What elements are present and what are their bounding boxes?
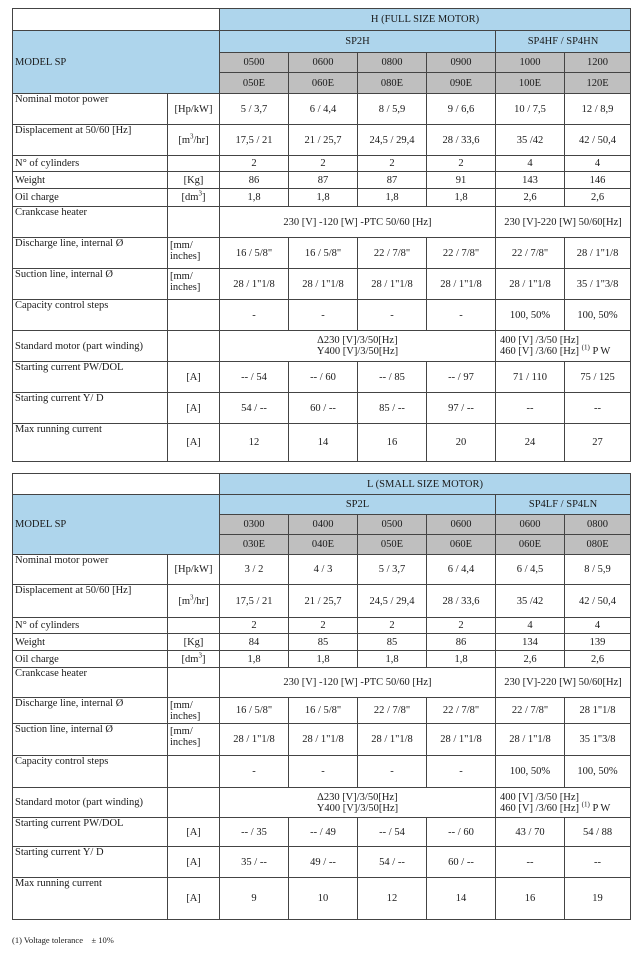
value-cell: 42 / 50,4 xyxy=(565,125,631,156)
model-code-e: 060E xyxy=(427,535,496,555)
value-cell: 6 / 4,4 xyxy=(427,555,496,585)
value-cell: 2,6 xyxy=(496,189,565,207)
value-cell: 60 / -- xyxy=(427,847,496,878)
value-cell: 21 / 25,7 xyxy=(289,585,358,618)
row-label: Suction line, internal Ø xyxy=(13,724,168,756)
row-capacity xyxy=(13,300,631,331)
spec-table-t2 xyxy=(12,473,631,920)
value-cell: 2 xyxy=(427,156,496,172)
value-cell: 35 1"3/8 xyxy=(565,724,631,756)
value-cell: -- xyxy=(565,847,631,878)
value-cell: 28 / 33,6 xyxy=(427,125,496,156)
value-cell: 21 / 25,7 xyxy=(289,125,358,156)
value-cell: 35 / 1"3/8 xyxy=(565,269,631,300)
motor-2cyl xyxy=(220,788,496,818)
value-cell: 28 / 1"1/8 xyxy=(289,269,358,300)
row-disp xyxy=(13,125,631,156)
value-cell: 4 xyxy=(496,156,565,172)
row-heater xyxy=(13,668,631,698)
value-cell: 84 xyxy=(220,634,289,651)
value-cell: 4 xyxy=(565,618,631,634)
unit-b: ] xyxy=(201,192,206,203)
value-cell: 4 xyxy=(496,618,565,634)
row-label: Max running current xyxy=(13,878,168,920)
unit-cell: [A] xyxy=(168,424,220,462)
value-cell: 5 / 3,7 xyxy=(358,555,427,585)
value-cell: 28 / 33,6 xyxy=(427,585,496,618)
heater-4cyl: 230 [V]-220 [W] 50/60[Hz] xyxy=(496,668,631,698)
value-cell: 22 / 7/8" xyxy=(427,698,496,724)
row-disp xyxy=(13,585,631,618)
motor-4cyl xyxy=(496,331,631,362)
value-cell: 1,8 xyxy=(358,651,427,668)
value-cell: 100, 50% xyxy=(565,756,631,788)
value-cell: 9 xyxy=(220,878,289,920)
value-cell: 16 xyxy=(358,424,427,462)
value-cell: 20 xyxy=(427,424,496,462)
value-cell: 6 / 4,4 xyxy=(289,94,358,125)
value-cell: 9 / 6,6 xyxy=(427,94,496,125)
value-cell: 1,8 xyxy=(220,189,289,207)
spec-table-t1 xyxy=(12,8,631,462)
value-cell: 86 xyxy=(427,634,496,651)
unit-cell: [A] xyxy=(168,393,220,424)
value-cell: 28 / 1"1/8 xyxy=(220,724,289,756)
model-code-e: 080E xyxy=(358,73,427,94)
value-cell: 1,8 xyxy=(289,651,358,668)
row-label: Weight xyxy=(13,172,168,189)
row-motor xyxy=(13,788,631,818)
value-cell: -- / 54 xyxy=(220,362,289,393)
unit-a: [mm/ xyxy=(170,240,193,251)
value-cell: 2 xyxy=(427,618,496,634)
value-cell: 2 xyxy=(220,156,289,172)
value-cell: 22 / 7/8" xyxy=(496,238,565,269)
model-code-e: 120E xyxy=(565,73,631,94)
value-cell: - xyxy=(220,756,289,788)
unit-a: [dm xyxy=(181,192,199,203)
value-cell: -- / 35 xyxy=(220,818,289,847)
value-cell: 22 / 7/8" xyxy=(358,698,427,724)
value-cell: 4 / 3 xyxy=(289,555,358,585)
footnote xyxy=(12,935,114,945)
value-cell: 2,6 xyxy=(496,651,565,668)
value-cell: 2 xyxy=(358,156,427,172)
value-cell: 16 / 5/8" xyxy=(289,698,358,724)
footnote-label: (1) Voltage tolerance xyxy=(12,935,83,945)
row-cyl xyxy=(13,156,631,172)
model-code-e: 060E xyxy=(289,73,358,94)
value-cell: - xyxy=(427,300,496,331)
row-start_pw xyxy=(13,362,631,393)
row-label: Capacity control steps xyxy=(13,756,168,788)
value-cell: 14 xyxy=(427,878,496,920)
unit-b: /hr] xyxy=(193,134,209,146)
value-cell: -- / 49 xyxy=(289,818,358,847)
unit-sup: 3 xyxy=(190,132,194,140)
model-code: 0500 xyxy=(358,515,427,535)
unit-a: [m xyxy=(178,134,190,146)
value-cell: - xyxy=(358,756,427,788)
unit-cell: [A] xyxy=(168,362,220,393)
motor-size-title: L (SMALL SIZE MOTOR) xyxy=(220,474,631,495)
unit-cell xyxy=(168,585,220,618)
value-cell: 27 xyxy=(565,424,631,462)
model-code: 0900 xyxy=(427,53,496,73)
model-code: 0800 xyxy=(565,515,631,535)
value-cell: 24,5 / 29,4 xyxy=(358,125,427,156)
row-heater xyxy=(13,207,631,238)
value-cell: 28 / 1"1/8 xyxy=(358,724,427,756)
row-discharge xyxy=(13,238,631,269)
value-cell: 28 / 1"1/8 xyxy=(289,724,358,756)
value-cell: 16 / 5/8" xyxy=(289,238,358,269)
footnote-ref: (1) xyxy=(581,343,590,352)
unit-a: [mm/ xyxy=(170,726,193,737)
model-code: 0600 xyxy=(427,515,496,535)
value-cell: 3 / 2 xyxy=(220,555,289,585)
row-capacity xyxy=(13,756,631,788)
value-cell: 35 /42 xyxy=(496,585,565,618)
value-cell: 16 / 5/8" xyxy=(220,238,289,269)
unit-b: inches] xyxy=(170,711,201,722)
motor-pw: P W xyxy=(592,346,611,357)
row-label: Max running current xyxy=(13,424,168,462)
value-cell: 28 / 1"1/8 xyxy=(496,269,565,300)
series-4-cyl: SP4LF / SP4LN xyxy=(496,495,631,515)
motor-4cyl xyxy=(496,788,631,818)
value-cell: 100, 50% xyxy=(496,300,565,331)
row-label: Oil charge xyxy=(13,189,168,207)
row-power xyxy=(13,555,631,585)
value-cell: 85 xyxy=(289,634,358,651)
value-cell: 2,6 xyxy=(565,189,631,207)
row-max xyxy=(13,878,631,920)
value-cell: 4 xyxy=(565,156,631,172)
row-label: Starting current Y/ D xyxy=(13,393,168,424)
row-max xyxy=(13,424,631,462)
row-start_pw xyxy=(13,818,631,847)
unit-cell: [A] xyxy=(168,878,220,920)
unit-cell xyxy=(168,189,220,207)
value-cell: 28 / 1"1/8 xyxy=(427,724,496,756)
value-cell: 139 xyxy=(565,634,631,651)
value-cell: -- xyxy=(496,847,565,878)
row-start_yd xyxy=(13,847,631,878)
unit-cell xyxy=(168,724,220,756)
value-cell: 87 xyxy=(358,172,427,189)
value-cell: -- / 60 xyxy=(427,818,496,847)
value-cell: 19 xyxy=(565,878,631,920)
unit-cell xyxy=(168,238,220,269)
row-label: Nominal motor power xyxy=(13,555,168,585)
unit-a: [dm xyxy=(181,653,199,665)
value-cell: 75 / 125 xyxy=(565,362,631,393)
value-cell: 146 xyxy=(565,172,631,189)
value-cell: - xyxy=(427,756,496,788)
value-cell: - xyxy=(358,300,427,331)
unit-cell: [Kg] xyxy=(168,634,220,651)
row-label: Capacity control steps xyxy=(13,300,168,331)
value-cell: -- / 60 xyxy=(289,362,358,393)
value-cell: 100, 50% xyxy=(565,300,631,331)
heater-2cyl: 230 [V] -120 [W] -PTC 50/60 [Hz] xyxy=(220,668,496,698)
row-label: Displacement at 50/60 [Hz] xyxy=(13,585,168,618)
value-cell: 6 / 4,5 xyxy=(496,555,565,585)
row-weight xyxy=(13,172,631,189)
value-cell: -- xyxy=(496,393,565,424)
model-code-e: 080E xyxy=(565,535,631,555)
value-cell: 28 / 1"1/8 xyxy=(220,269,289,300)
value-cell: 1,8 xyxy=(427,651,496,668)
unit-cell xyxy=(168,698,220,724)
row-label: Oil charge xyxy=(13,651,168,668)
motor-460v: 460 [V] /3/60 [Hz] xyxy=(500,802,580,814)
unit-sup: 3 xyxy=(198,189,202,198)
model-code: 0800 xyxy=(358,53,427,73)
unit-a: [mm/ xyxy=(170,700,193,711)
value-cell: 2 xyxy=(289,156,358,172)
model-code-e: 090E xyxy=(427,73,496,94)
row-label: Crankcase heater xyxy=(13,668,168,698)
value-cell: 8 / 5,9 xyxy=(358,94,427,125)
unit-b: inches] xyxy=(170,251,201,262)
series-2-cyl: SP2L xyxy=(220,495,496,515)
row-motor xyxy=(13,331,631,362)
value-cell: 5 / 3,7 xyxy=(220,94,289,125)
value-cell: 49 / -- xyxy=(289,847,358,878)
unit-b: /hr] xyxy=(193,595,209,607)
row-label: Displacement at 50/60 [Hz] xyxy=(13,125,168,156)
model-code: 0600 xyxy=(289,53,358,73)
series-4-cyl: SP4HF / SP4HN xyxy=(496,31,631,53)
unit-b: ] xyxy=(201,653,206,665)
unit-cell xyxy=(168,125,220,156)
value-cell: 28 / 1"1/8 xyxy=(358,269,427,300)
heater-4cyl: 230 [V]-220 [W] 50/60[Hz] xyxy=(496,207,631,238)
value-cell: 12 / 8,9 xyxy=(565,94,631,125)
value-cell: 14 xyxy=(289,424,358,462)
row-label: Nominal motor power xyxy=(13,94,168,125)
motor-400v: 400 [V] /3/50 [Hz] xyxy=(500,791,580,803)
motor-size-title: H (FULL SIZE MOTOR) xyxy=(220,9,631,31)
value-cell: 2 xyxy=(358,618,427,634)
motor-star: Y400 [V]/3/50[Hz] xyxy=(316,802,399,814)
value-cell: -- xyxy=(565,393,631,424)
model-code-e: 040E xyxy=(289,535,358,555)
value-cell: 1,8 xyxy=(358,189,427,207)
motor-delta: ∆230 [V]/3/50[Hz] xyxy=(317,791,398,803)
value-cell: 2 xyxy=(220,618,289,634)
unit-sup: 3 xyxy=(198,651,202,659)
unit-cell: [A] xyxy=(168,847,220,878)
heater-2cyl: 230 [V] -120 [W] -PTC 50/60 [Hz] xyxy=(220,207,496,238)
value-cell: 87 xyxy=(289,172,358,189)
value-cell: 24,5 / 29,4 xyxy=(358,585,427,618)
model-code-e: 050E xyxy=(358,535,427,555)
row-oil xyxy=(13,651,631,668)
value-cell: - xyxy=(289,756,358,788)
model-label: MODEL SP xyxy=(13,31,220,94)
motor-460v: 460 [V] /3/60 [Hz] xyxy=(500,346,580,357)
value-cell: 54 / -- xyxy=(358,847,427,878)
value-cell: 143 xyxy=(496,172,565,189)
value-cell: 16 / 5/8" xyxy=(220,698,289,724)
unit-cell xyxy=(168,269,220,300)
row-label: Starting current PW/DOL xyxy=(13,362,168,393)
motor-star: Y400 [V]/3/50[Hz] xyxy=(316,346,399,357)
model-code: 0500 xyxy=(220,53,289,73)
row-weight xyxy=(13,634,631,651)
value-cell: 43 / 70 xyxy=(496,818,565,847)
value-cell: 35 / -- xyxy=(220,847,289,878)
value-cell: 10 / 7,5 xyxy=(496,94,565,125)
value-cell: 28 / 1"1/8 xyxy=(496,724,565,756)
value-cell: 28 / 1"1/8 xyxy=(427,269,496,300)
motor-2cyl xyxy=(220,331,496,362)
value-cell: 1,8 xyxy=(289,189,358,207)
model-code-e: 060E xyxy=(496,535,565,555)
value-cell: 1,8 xyxy=(220,651,289,668)
unit-sup: 3 xyxy=(190,593,194,601)
unit-cell: [Hp/kW] xyxy=(168,94,220,125)
value-cell: 10 xyxy=(289,878,358,920)
value-cell: 16 xyxy=(496,878,565,920)
row-label: N° of cylinders xyxy=(13,618,168,634)
unit-cell: [Hp/kW] xyxy=(168,555,220,585)
value-cell: 85 / -- xyxy=(358,393,427,424)
value-cell: -- / 97 xyxy=(427,362,496,393)
unit-b: inches] xyxy=(170,282,201,293)
model-code-e: 030E xyxy=(220,535,289,555)
value-cell: -- / 85 xyxy=(358,362,427,393)
row-label: Weight xyxy=(13,634,168,651)
row-label: Suction line, internal Ø xyxy=(13,269,168,300)
unit-cell: [Kg] xyxy=(168,172,220,189)
motor-delta: ∆230 [V]/3/50[Hz] xyxy=(317,335,398,346)
value-cell: - xyxy=(289,300,358,331)
value-cell: 17,5 / 21 xyxy=(220,125,289,156)
row-suction xyxy=(13,724,631,756)
row-label: Starting current Y/ D xyxy=(13,847,168,878)
row-label: Discharge line, internal Ø xyxy=(13,698,168,724)
value-cell: 8 / 5,9 xyxy=(565,555,631,585)
value-cell: 2 xyxy=(289,618,358,634)
value-cell: 97 / -- xyxy=(427,393,496,424)
value-cell: 17,5 / 21 xyxy=(220,585,289,618)
row-suction xyxy=(13,269,631,300)
model-code: 0300 xyxy=(220,515,289,535)
unit-a: [mm/ xyxy=(170,271,193,282)
value-cell: 100, 50% xyxy=(496,756,565,788)
model-code: 1000 xyxy=(496,53,565,73)
value-cell: 12 xyxy=(358,878,427,920)
value-cell: 1,8 xyxy=(427,189,496,207)
value-cell: -- / 54 xyxy=(358,818,427,847)
unit-b: inches] xyxy=(170,737,201,748)
model-code: 0400 xyxy=(289,515,358,535)
value-cell: 24 xyxy=(496,424,565,462)
row-oil xyxy=(13,189,631,207)
model-code: 0600 xyxy=(496,515,565,535)
value-cell: 22 / 7/8" xyxy=(427,238,496,269)
value-cell: 86 xyxy=(220,172,289,189)
value-cell: 85 xyxy=(358,634,427,651)
value-cell: 54 / -- xyxy=(220,393,289,424)
value-cell: 60 / -- xyxy=(289,393,358,424)
value-cell: 54 / 88 xyxy=(565,818,631,847)
unit-cell: [A] xyxy=(168,818,220,847)
value-cell: 22 / 7/8" xyxy=(358,238,427,269)
row-start_yd xyxy=(13,393,631,424)
value-cell: 22 / 7/8" xyxy=(496,698,565,724)
row-label: N° of cylinders xyxy=(13,156,168,172)
motor-pw: P W xyxy=(592,802,611,814)
value-cell: 134 xyxy=(496,634,565,651)
row-label: Discharge line, internal Ø xyxy=(13,238,168,269)
unit-cell xyxy=(168,651,220,668)
row-label: Starting current PW/DOL xyxy=(13,818,168,847)
footnote-tolerance: ± 10% xyxy=(91,935,114,945)
row-power xyxy=(13,94,631,125)
row-label: Crankcase heater xyxy=(13,207,168,238)
model-code-e: 100E xyxy=(496,73,565,94)
unit-a: [m xyxy=(178,595,190,607)
model-label: MODEL SP xyxy=(13,495,220,555)
value-cell: 28 1"1/8 xyxy=(565,698,631,724)
value-cell: 28 / 1"1/8 xyxy=(565,238,631,269)
motor-400v: 400 [V] /3/50 [Hz] xyxy=(500,335,580,346)
value-cell: 2,6 xyxy=(565,651,631,668)
value-cell: 91 xyxy=(427,172,496,189)
row-discharge xyxy=(13,698,631,724)
value-cell: 42 / 50,4 xyxy=(565,585,631,618)
row-label: Standard motor (part winding) xyxy=(13,788,168,818)
value-cell: - xyxy=(220,300,289,331)
series-2-cyl: SP2H xyxy=(220,31,496,53)
value-cell: 12 xyxy=(220,424,289,462)
footnote-ref: (1) xyxy=(581,800,590,808)
row-label: Standard motor (part winding) xyxy=(13,331,168,362)
model-code: 1200 xyxy=(565,53,631,73)
value-cell: 71 / 110 xyxy=(496,362,565,393)
model-code-e: 050E xyxy=(220,73,289,94)
value-cell: 35 /42 xyxy=(496,125,565,156)
row-cyl xyxy=(13,618,631,634)
